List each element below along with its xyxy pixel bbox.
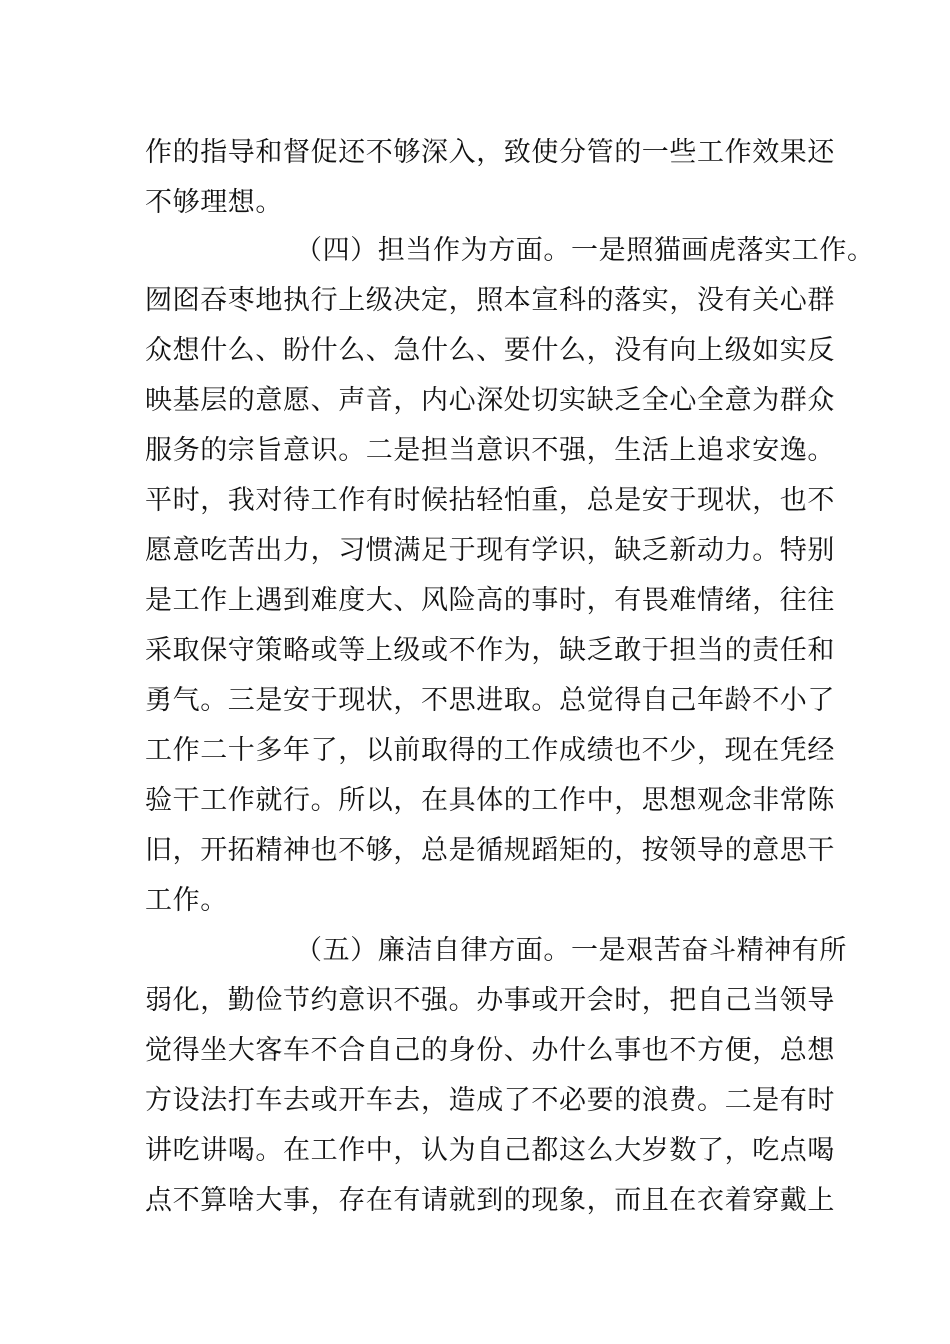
paragraph-line: 囫囵吞枣地执行上级决定，照本宣科的落实，没有关心群: [145, 285, 835, 316]
paragraph-line: 工作。: [145, 885, 228, 916]
paragraph-line: 讲吃讲喝。在工作中，认为自己都这么大岁数了，吃点喝: [145, 1135, 835, 1166]
section-heading-line: （五）廉洁自律方面。一是艰苦奋斗精神有所: [295, 935, 847, 966]
paragraph-line: 验干工作就行。所以，在具体的工作中，思想观念非常陈: [145, 785, 835, 816]
paragraph-line: 平时，我对待工作有时候拈轻怕重，总是安于现状，也不: [145, 485, 835, 516]
paragraph-line: 觉得坐大客车不合自己的身份、办什么事也不方便，总想: [145, 1035, 835, 1066]
paragraph-line: 点不算啥大事，存在有请就到的现象，而且在衣着穿戴上: [145, 1185, 835, 1216]
paragraph-line: 作的指导和督促还不够深入，致使分管的一些工作效果还: [145, 137, 835, 168]
paragraph-line: 众想什么、盼什么、急什么、要什么，没有向上级如实反: [145, 335, 835, 366]
paragraph-line: 不够理想。: [145, 187, 283, 218]
paragraph-line: 工作二十多年了，以前取得的工作成绩也不少，现在凭经: [145, 735, 835, 766]
section-heading-line: （四）担当作为方面。一是照猫画虎落实工作。: [295, 235, 875, 266]
paragraph-line: 采取保守策略或等上级或不作为，缺乏敢于担当的责任和: [145, 635, 835, 666]
paragraph-line: 旧，开拓精神也不够，总是循规蹈矩的，按领导的意思干: [145, 835, 835, 866]
paragraph-line: 弱化，勤俭节约意识不强。办事或开会时，把自己当领导: [145, 985, 835, 1016]
paragraph-line: 是工作上遇到难度大、风险高的事时，有畏难情绪，往往: [145, 585, 835, 616]
paragraph-line: 方设法打车去或开车去，造成了不必要的浪费。二是有时: [145, 1085, 835, 1116]
paragraph-line: 愿意吃苦出力，习惯满足于现有学识，缺乏新动力。特别: [145, 535, 835, 566]
paragraph-line: 勇气。三是安于现状，不思进取。总觉得自己年龄不小了: [145, 685, 835, 716]
paragraph-line: 映基层的意愿、声音，内心深处切实缺乏全心全意为群众: [145, 385, 835, 416]
paragraph-line: 服务的宗旨意识。二是担当意识不强，生活上追求安逸。: [145, 435, 835, 466]
